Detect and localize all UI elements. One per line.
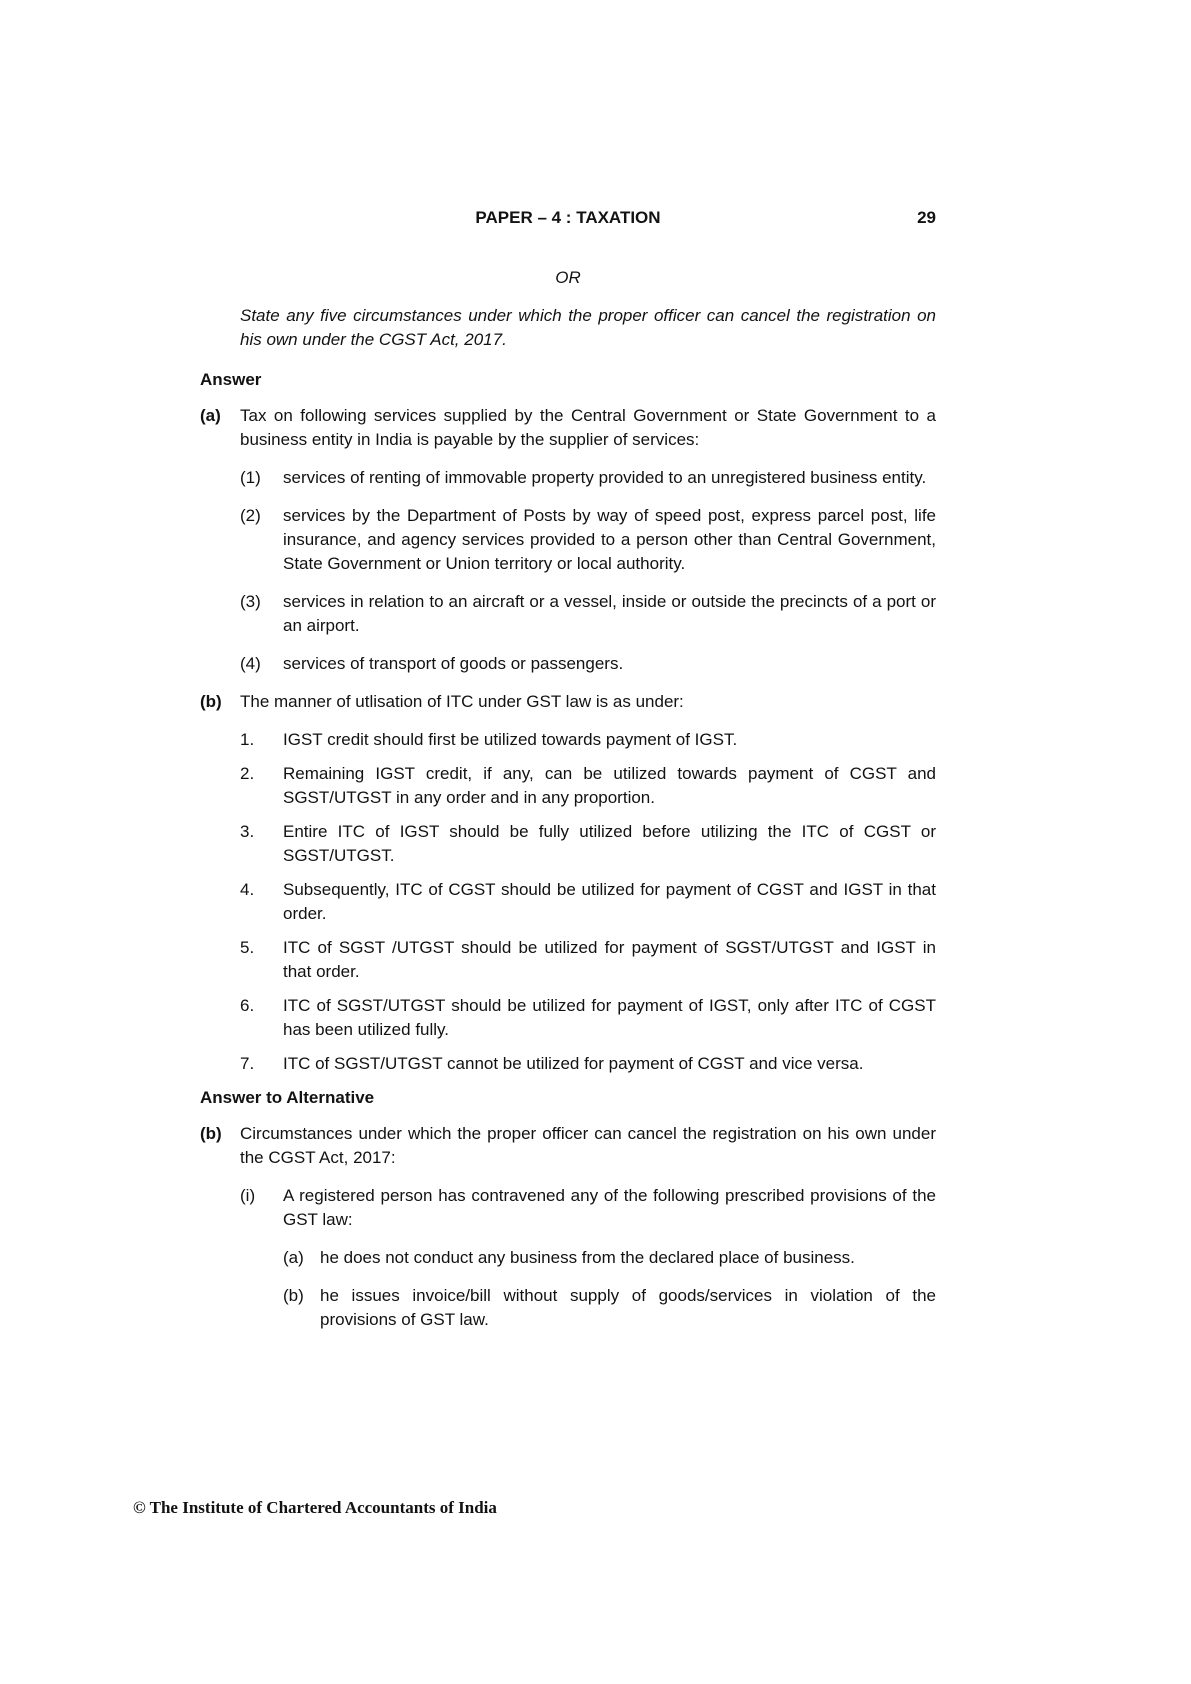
item-text: ITC of SGST/UTGST should be utilized for payment of IGST, only after ITC of CGST has been utilized fully.: [283, 996, 936, 1039]
list-item: [200, 878, 936, 926]
item-label: 1.: [240, 730, 255, 749]
alternative-part-b: [200, 1122, 936, 1170]
list-item: [200, 1284, 936, 1332]
alternative-answer-heading: Answer to Alternative: [200, 1088, 375, 1107]
item-label: (1): [240, 468, 261, 487]
item-text: IGST credit should first be utilized towards payment of IGST.: [283, 730, 738, 749]
item-text: ITC of SGST/UTGST cannot be utilized for payment of CGST and vice versa.: [283, 1054, 864, 1073]
item-label: 2.: [240, 764, 255, 783]
answer-part-b: [200, 690, 936, 714]
item-text: Remaining IGST credit, if any, can be utilized towards payment of CGST and SGST/UTGST in any order and in any proportion.: [283, 764, 936, 807]
item-label: (2): [240, 506, 261, 525]
item-text: Circumstances under which the proper officer can cancel the registration on his own under the CGST Act, 2017:: [240, 1124, 936, 1167]
item-label: 5.: [240, 938, 255, 957]
item-label: (i): [240, 1186, 256, 1205]
item-label: 7.: [240, 1054, 255, 1073]
page-number: 29: [917, 208, 936, 227]
page-header: [200, 206, 936, 230]
question-text: State any five circumstances under which the proper officer can cancel the registration on his own under the CGST Act, 2017.: [240, 306, 936, 349]
item-label: 3.: [240, 822, 255, 841]
item-text: ITC of SGST /UTGST should be utilized for payment of SGST/UTGST and IGST in that order.: [283, 938, 936, 981]
list-item: [200, 590, 936, 638]
list-item: [200, 1184, 936, 1232]
item-text: A registered person has contravened any of the following prescribed provisions of the GST law:: [283, 1186, 936, 1229]
item-label: (b): [200, 692, 222, 711]
or-separator: OR: [555, 268, 581, 287]
answer-heading: Answer: [200, 370, 262, 389]
item-text: services in relation to an aircraft or a vessel, inside or outside the precincts of a port or an airport.: [283, 592, 936, 635]
item-label: (b): [200, 1124, 222, 1143]
item-label: (a): [283, 1248, 304, 1267]
item-label: (b): [283, 1286, 304, 1305]
list-item: [200, 936, 936, 984]
list-item: [200, 728, 936, 752]
item-label: 6.: [240, 996, 255, 1015]
item-text: Tax on following services supplied by the Central Government or State Government to a business entity in India is payable by the supplier of services:: [240, 406, 936, 449]
item-text: The manner of utlisation of ITC under GST law is as under:: [240, 692, 684, 711]
list-item: [200, 994, 936, 1042]
page-content: [200, 206, 936, 1346]
answer-part-a: [200, 404, 936, 452]
paper-title: PAPER – 4 : TAXATION: [475, 208, 661, 227]
item-label: 4.: [240, 880, 255, 899]
item-text: he issues invoice/bill without supply of goods/services in violation of the provisions of GST law.: [320, 1286, 936, 1329]
item-text: services by the Department of Posts by way of speed post, express parcel post, life insurance, and agency services provided to a person other than Central Government, State Government or Union territory or local authority.: [283, 506, 936, 573]
list-item: [200, 820, 936, 868]
list-item: [200, 1052, 936, 1076]
list-item: [200, 652, 936, 676]
item-label: (a): [200, 406, 221, 425]
list-item: [200, 762, 936, 810]
footer-copyright: © The Institute of Chartered Accountants of India: [133, 1498, 497, 1517]
item-label: (4): [240, 654, 261, 673]
item-text: Subsequently, ITC of CGST should be utilized for payment of CGST and IGST in that order.: [283, 880, 936, 923]
list-item: [200, 466, 936, 490]
item-text: services of renting of immovable property provided to an unregistered business entity.: [283, 468, 927, 487]
list-item: [200, 504, 936, 576]
item-text: services of transport of goods or passengers.: [283, 654, 624, 673]
item-text: Entire ITC of IGST should be fully utilized before utilizing the ITC of CGST or SGST/UTGST.: [283, 822, 936, 865]
item-text: he does not conduct any business from the declared place of business.: [320, 1248, 855, 1267]
list-item: [200, 1246, 936, 1270]
item-label: (3): [240, 592, 261, 611]
